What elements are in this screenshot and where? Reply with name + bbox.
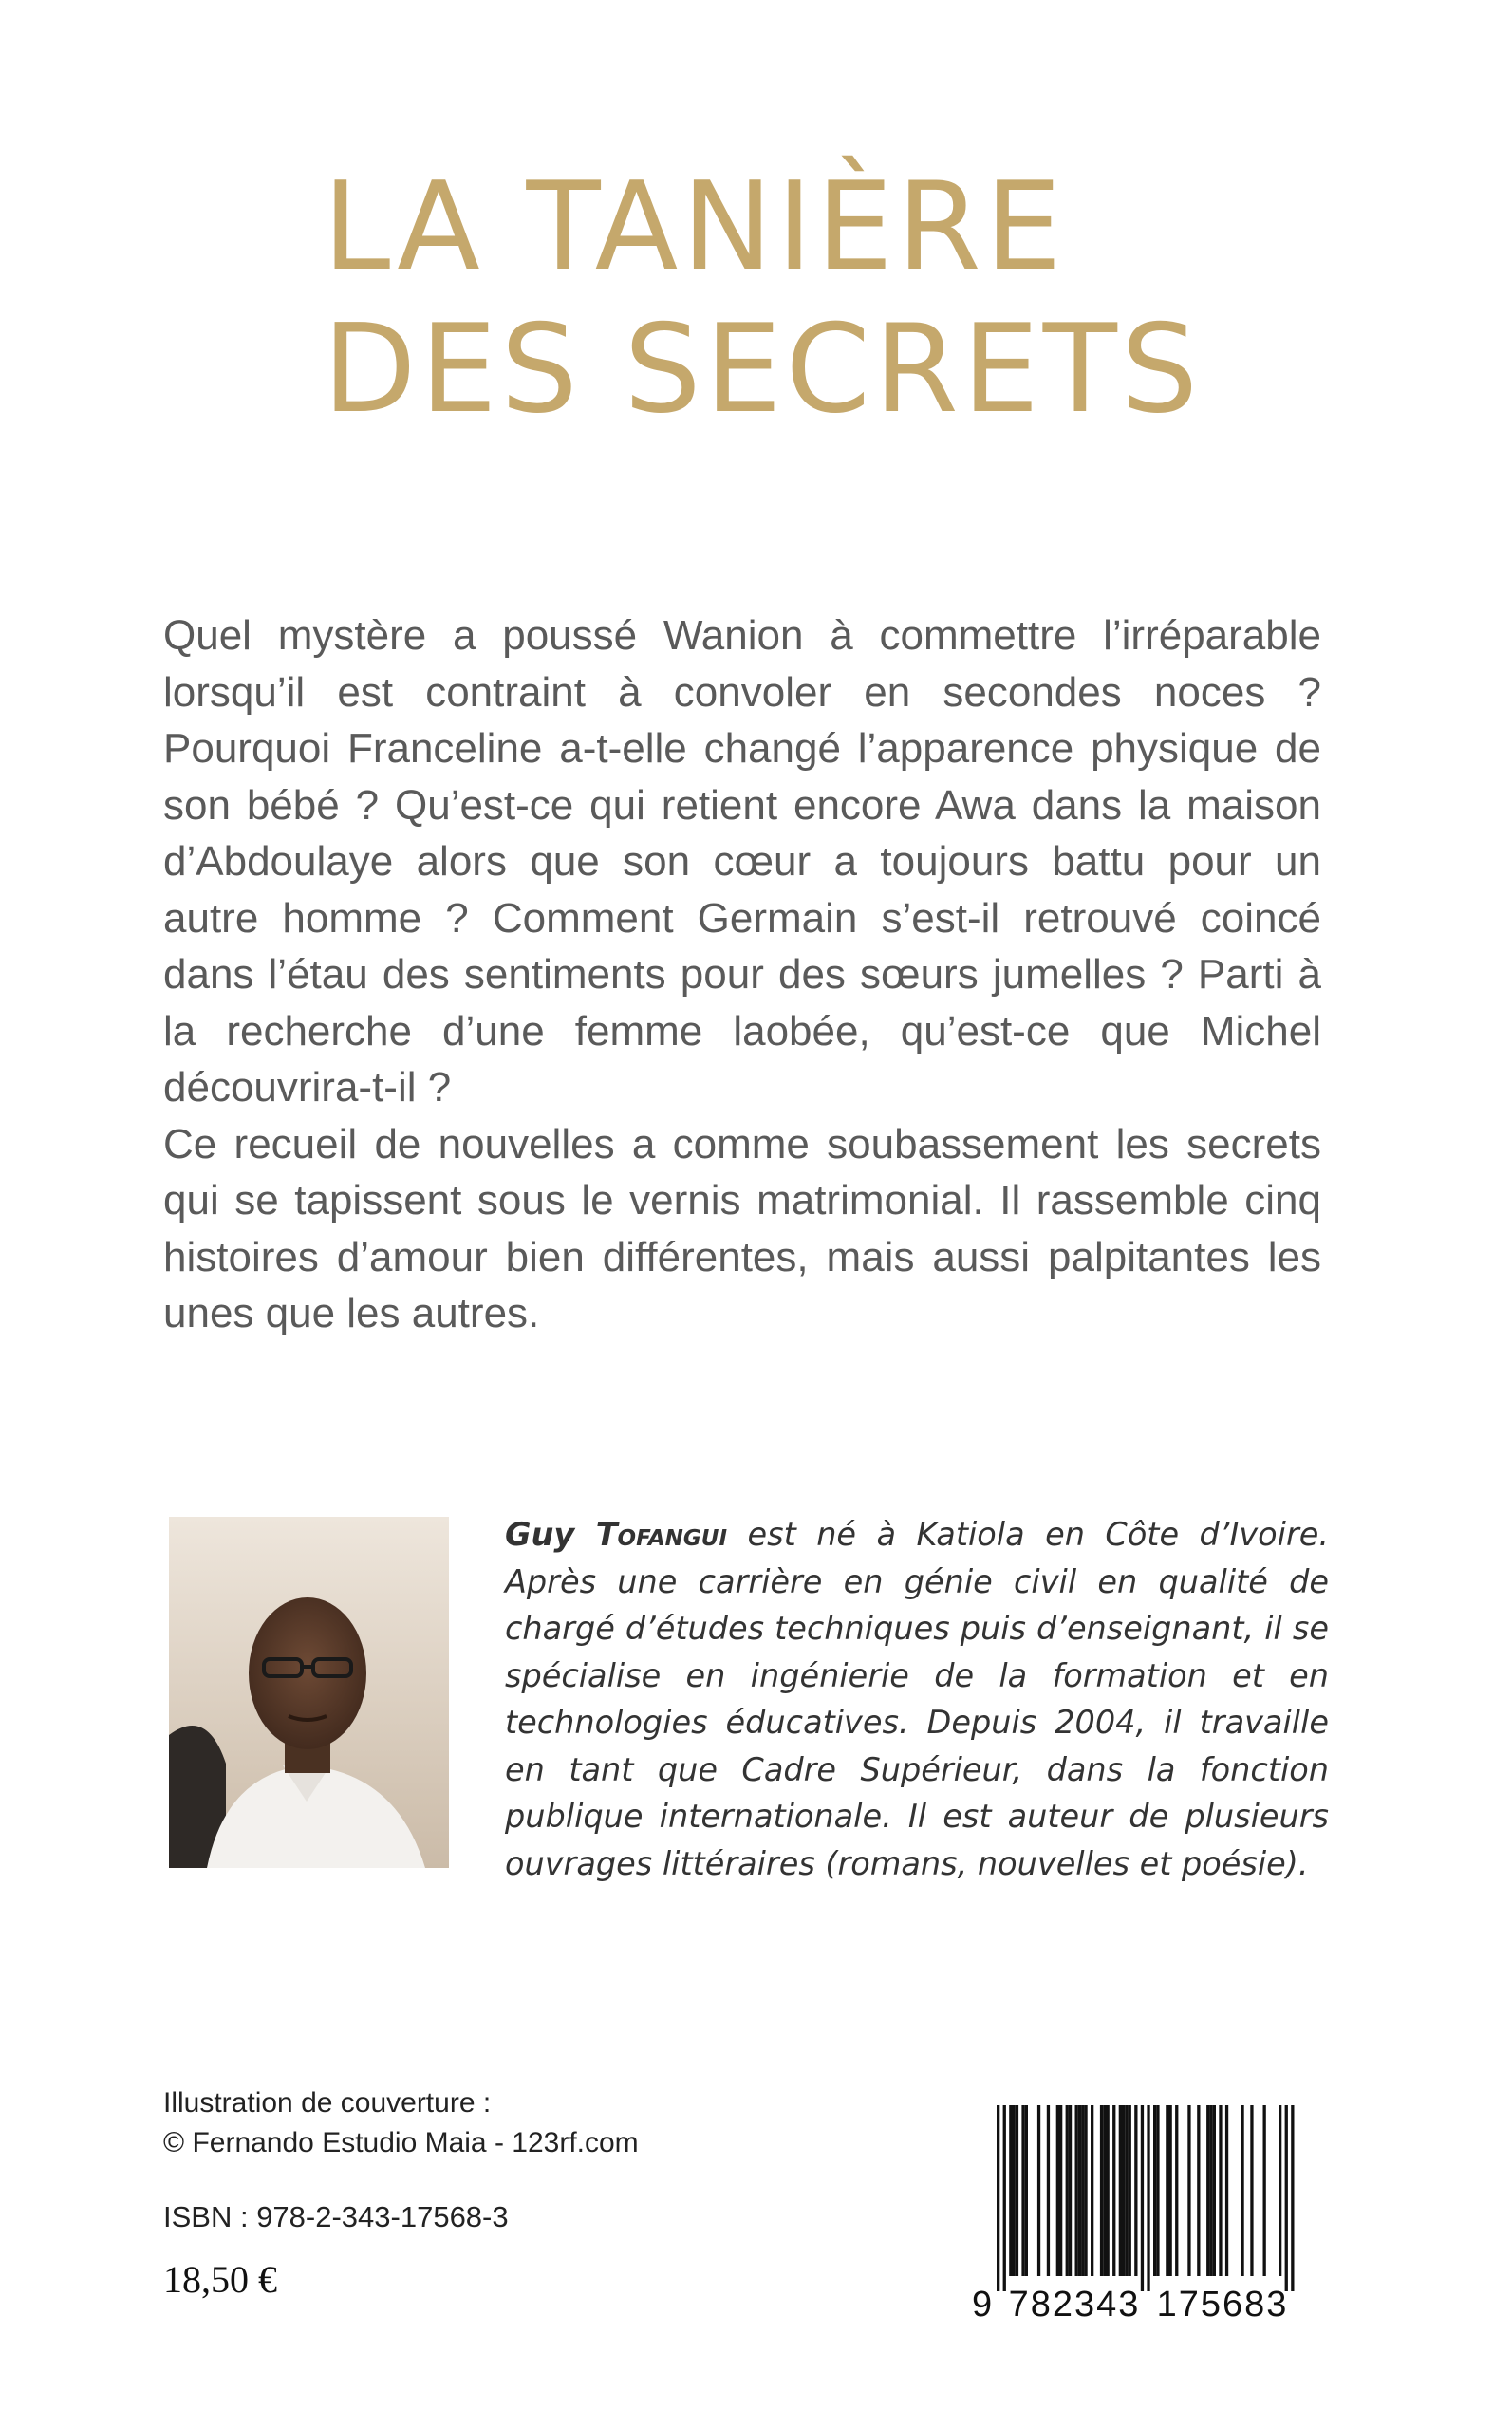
author-first-name: Guy xyxy=(505,1516,575,1553)
barcode-bar xyxy=(1197,2105,1200,2276)
barcode-bar xyxy=(1025,2105,1028,2276)
barcode-bar xyxy=(1213,2105,1216,2276)
barcode-bar xyxy=(1206,2105,1209,2276)
barcode-digits-right: 175683 xyxy=(1156,2285,1289,2324)
barcode-bar xyxy=(1078,2105,1081,2276)
isbn-barcode xyxy=(968,2105,1321,2324)
barcode-bar xyxy=(1013,2105,1016,2276)
barcode-bar xyxy=(1129,2105,1131,2276)
blurb-paragraph-1: Quel mystère a poussé Wanion à commettre l’irréparable lorsqu’il est contraint à convoler en secondes noces ? Pourquoi Franceline a-t-elle changé l’apparence physique de son bébé ? Qu’est-ce qui retient encore Awa dans la maison d’Abdoulaye alors que son cœur a toujours battu pour un autre homme ? Comment Germain s’est-il retrouvé coincé dans l’étau des sentiments pour des sœurs jumelles ? Parti à la recherche d’une femme laobée, qu’est-ce que Michel découvrira-t-il ? xyxy=(163,612,1321,1111)
barcode-bar xyxy=(1084,2105,1087,2276)
barcode-bar xyxy=(1187,2105,1190,2276)
barcode-bar xyxy=(1263,2105,1266,2276)
barcode-bar xyxy=(997,2105,999,2291)
isbn-text: ISBN : 978-2-343-17568-3 xyxy=(163,2200,509,2233)
barcode-bar xyxy=(1069,2105,1072,2276)
barcode-bar xyxy=(1175,2105,1178,2276)
barcode-bar xyxy=(1166,2105,1168,2276)
barcode-digits-left: 782343 xyxy=(1008,2285,1141,2324)
barcode-bar xyxy=(1156,2105,1159,2276)
book-title-line-1: LA TANIÈRE xyxy=(323,157,1066,298)
barcode-bar xyxy=(1219,2105,1222,2276)
credits-line-2: © Fernando Estudio Maia - 123rf.com xyxy=(163,2127,639,2158)
barcode-bar xyxy=(1125,2105,1128,2276)
barcode-bar xyxy=(1209,2105,1212,2276)
barcode-bar xyxy=(1009,2105,1012,2276)
barcode-bar xyxy=(1016,2105,1018,2276)
author-biography xyxy=(505,1511,1329,1887)
barcode-bar xyxy=(1147,2105,1149,2291)
barcode-bar xyxy=(1037,2105,1040,2276)
barcode-bar xyxy=(1285,2105,1288,2291)
barcode-digit-first: 9 xyxy=(972,2285,993,2324)
barcode-bar xyxy=(1107,2105,1110,2276)
barcode-bar xyxy=(1153,2105,1156,2276)
barcode-bar xyxy=(1250,2105,1253,2276)
barcode-bar xyxy=(1021,2105,1024,2276)
barcode-bar xyxy=(1122,2105,1125,2276)
barcode-bar xyxy=(1081,2105,1084,2276)
barcode-bar xyxy=(1100,2105,1103,2276)
barcode-bar xyxy=(1112,2105,1115,2276)
barcode-bar xyxy=(1047,2105,1050,2276)
barcode-bar xyxy=(1059,2105,1062,2276)
author-photo xyxy=(169,1517,449,1868)
barcode-bar xyxy=(1169,2105,1172,2276)
credits-line-1: Illustration de couverture : xyxy=(163,2087,492,2119)
blurb-paragraph-2: Ce recueil de nouvelles a comme soubassement les secrets qui se tapissent sous le vernis matrimonial. Il rassemble cinq histoires d’amour bien différentes, mais aussi palpitantes les unes que les autres. xyxy=(163,1120,1321,1336)
book-title-line-2: DES SECRETS xyxy=(323,299,1203,440)
author-portrait-image xyxy=(169,1517,449,1868)
barcode-bar xyxy=(1066,2105,1069,2276)
barcode-bar xyxy=(1291,2105,1294,2291)
back-cover-blurb xyxy=(163,607,1321,1342)
barcode-bar xyxy=(1091,2105,1093,2276)
author-last-name: Tofangui xyxy=(595,1516,728,1553)
price-text: 18,50 € xyxy=(163,2258,277,2301)
barcode-bar xyxy=(1241,2105,1243,2276)
barcode-bar xyxy=(1003,2105,1006,2291)
book-title xyxy=(323,157,1234,441)
barcode-bar xyxy=(1134,2105,1137,2276)
barcode-bar xyxy=(1119,2105,1122,2276)
barcode-bar xyxy=(1075,2105,1078,2276)
barcode-bar xyxy=(1056,2105,1059,2276)
author-name xyxy=(505,1516,727,1553)
cover-credits xyxy=(163,2083,639,2163)
barcode-bars xyxy=(997,2105,1295,2291)
barcode-bar xyxy=(1103,2105,1106,2276)
barcode-bar xyxy=(1141,2105,1144,2291)
barcode-bar xyxy=(1279,2105,1281,2276)
bio-text: est né à Katiola en Côte d’Ivoire. Après une carrière en génie civil en qualité de chargé d’études techniques puis d’enseignant, il se spécialise en ingénierie de la formation et en technologies éducatives. Depuis 2004, il travaille en tant que Cadre Supérieur, dans la fonction publique internationale. Il est auteur de plusieurs ouvrages littéraires (romans, nouvelles et poésie). xyxy=(505,1516,1329,1882)
barcode-bar xyxy=(1225,2105,1228,2276)
